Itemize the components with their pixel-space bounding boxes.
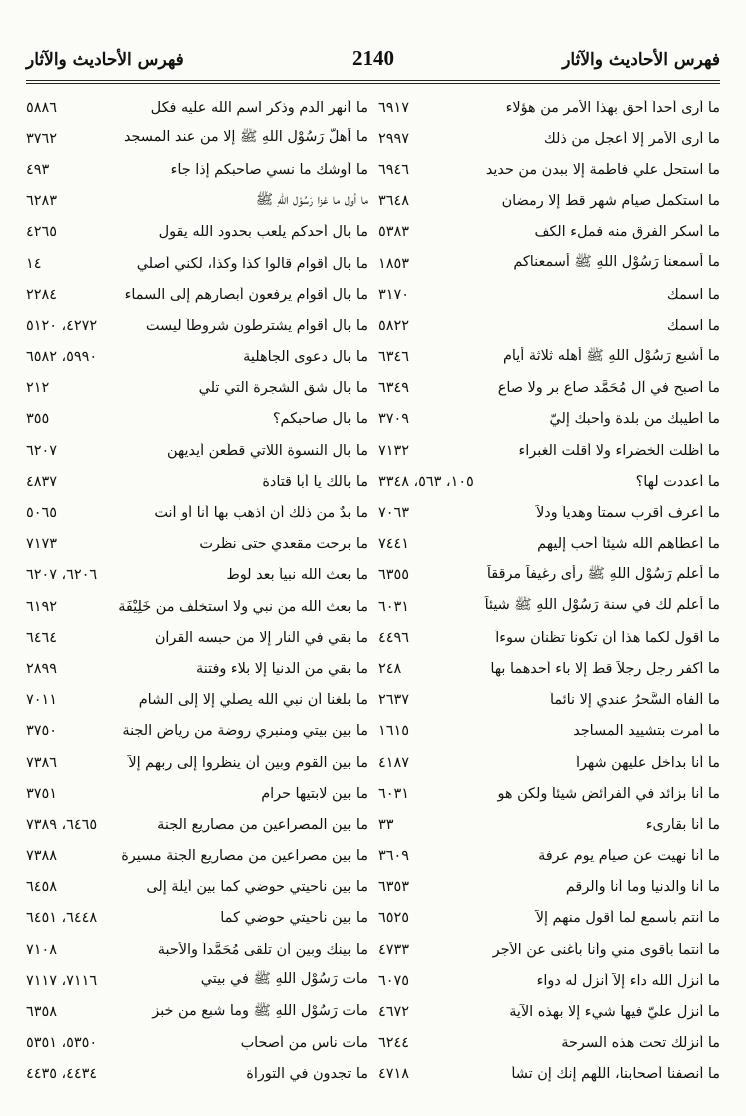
entry-text: ما أمرت بتشييد المساجد [573,723,720,740]
entry-reference-numbers: ٤٩٣ [26,161,50,178]
entry-text: ما بال النسوة اللاتي قطّعن أيديهن [166,442,368,459]
index-entry [378,435,720,466]
entry-text: ما أنزلك تحت هذه السرحة [561,1035,720,1052]
entry-text: ما اسمك [666,286,720,303]
index-entry [378,934,720,965]
entry-reference-numbers: ٤٧١٨ [378,1066,409,1083]
entry-reference-numbers: ٣٧٠٩ [378,411,409,428]
entry-reference-numbers: ٧٠١١ [26,692,57,709]
entry-text: ما بعث الله نبياً بعد لوط [226,567,368,584]
entry-text: ما أعلم لك في سنة رَسُوْل اللهِ ﷺ شيئاً [484,597,720,614]
entry-reference-numbers: ٣٥٥ [26,411,50,428]
entry-text: ما أقول لكما هذا أن تكونا تظنان سوءاً [495,629,720,646]
index-entry [26,747,368,778]
entry-reference-numbers: ٦٠٣١ [378,598,409,615]
entry-reference-numbers: ٦٣٤٩ [378,380,409,397]
index-entry [378,1059,720,1090]
index-entry [26,373,368,404]
index-entry [26,529,368,560]
index-entry [26,123,368,154]
entry-text: ما بال أقوام يرفعون أبصارهم إلى السماء [124,286,368,303]
index-entry [378,529,720,560]
index-entry [378,373,720,404]
entry-reference-numbers: ١٤ [26,255,42,272]
entry-text: ما بين لابتيها حرام [261,785,368,802]
index-entry [26,560,368,591]
entry-reference-numbers: ٧٣٨٦ [26,754,57,771]
entry-reference-numbers: ٧٤٤١ [378,536,409,553]
entry-text: ما أهلّ رَسُوْل اللهِ ﷺ إلا من عند المسجد [123,129,368,146]
entry-text: ما أعرف أقرب سمتاً وهدياً ودلاً [536,505,720,522]
index-entry [26,92,368,123]
entry-text: ما بين ناحيتي حوضي كما بين أيلة إلى [146,879,368,896]
entry-text: ما بين القوم وبين أن ينظروا إلى ربهم إلاّ [128,754,368,771]
entry-reference-numbers: ٢٤٨ [378,660,402,677]
entry-reference-numbers: ٦٤٦٤ [26,629,57,646]
entry-reference-numbers: ٦٥٢٥ [378,910,409,927]
entry-text: ما بين بيتي ومنبري روضة من رياض الجنة [122,723,368,740]
page-header [26,44,720,78]
index-entry [378,1028,720,1059]
index-entry [378,186,720,217]
entry-reference-numbers: ٤٧٣٣ [378,941,409,958]
entry-text: ما استحل علي فاطمة إلا ببدن من حديد [485,161,720,178]
entry-text: ما أرى أحداً أحق بهذا الأمر من هؤلاء [505,99,720,116]
index-entry [378,778,720,809]
entry-reference-numbers: ٦٣٤٦ [378,349,409,366]
index-entry [26,809,368,840]
index-entry [378,154,720,185]
entry-text: ما بال أقوام قالوا كذا وكذا، لكني أصلي [136,255,368,272]
entry-reference-numbers: ٧١٠٨ [26,941,57,958]
entry-text: ما بينك وبين أن تلقى مُحَمَّداً والأحبة [157,941,368,958]
entry-text: مات ناس من أصحاب [240,1035,368,1052]
entry-reference-numbers: ١٦١٥ [378,723,409,740]
entry-reference-numbers: ٦٢٠٦، ٦٢٠٧ [26,567,98,584]
index-entry [378,996,720,1027]
index-entry [378,92,720,123]
entry-reference-numbers: ٦٢٠٧ [26,442,57,459]
index-entry [378,809,720,840]
entry-text: ما اسمك [666,317,720,334]
entry-text: ما أنا نهيت عن صيام يوم عرفة [538,848,720,865]
entry-reference-numbers: ٣١٧٠ [378,286,409,303]
index-entry [378,310,720,341]
entry-text: ما بلغنا أن نبي الله يصلّي إلا إلى الشام [138,692,368,709]
index-entry [378,591,720,622]
entry-text: ما أصبح في آل مُحَمَّد صاع بر ولا صاع [497,380,720,397]
entry-reference-numbers: ٢٦٣٧ [378,692,409,709]
entry-reference-numbers: ٦٣٥٣ [378,879,409,896]
entry-text: ما أول ما غزا رَسُوْل اللهِ ﷺ [255,191,368,208]
running-title-left: فهرس الأحاديث والآثار [26,50,184,70]
index-entry [26,903,368,934]
entry-text: ما بدٌ من ذلك أن اذهب بها أنا أو أنت [154,505,368,522]
index-entry [378,404,720,435]
entry-text: ما أنتما بأقوى مني وأنا بأغنى عن الأجر [492,941,720,958]
index-entry [26,1059,368,1090]
entry-text: ما أوشك ما نسي صاحبكم إذا جاء [170,161,368,178]
entry-reference-numbers: ٦٠٣١ [378,785,409,802]
entry-text: ما أنزل الله داء إلاّ أنزل له دواء [536,972,720,989]
index-entry [378,279,720,310]
index-entry [26,965,368,996]
entry-text: ما أنهر الدم وذكر اسم الله عليه فكل [150,99,368,116]
entry-reference-numbers: ٢٩٩٧ [378,130,409,147]
entry-reference-numbers: ٥٨٢٢ [378,317,409,334]
entry-reference-numbers: ٦٠٧٥ [378,972,409,989]
entry-text: ما بال أحدكم يلعب بحدود الله يقول [158,224,368,241]
page-number: 2140 [352,46,394,70]
entry-reference-numbers: ٦٣٥٨ [26,1004,57,1021]
entry-reference-numbers: ٤٢٧٢، ٥١٢٠ [26,317,98,334]
entry-text: ما أنا بزائد في الفرائض شيئاً ولكن هو [497,785,720,802]
index-entry [378,841,720,872]
entry-text: ما أعطاهم الله شيئاً أحب إليهم [537,536,720,553]
index-entry [378,872,720,903]
entry-text: ما أنزل عليّ فيها شيء إلا بهذه الآية [509,1004,720,1021]
index-entry [378,716,720,747]
index-entry [26,1028,368,1059]
header-double-rule [26,80,720,84]
entry-text: ما استكمل صيام شهر قط إلا رمضان [501,193,720,210]
index-entry [26,435,368,466]
entry-reference-numbers: ٥٨٨٦ [26,99,57,116]
entry-reference-numbers: ٣٣ [378,816,394,833]
entry-reference-numbers: ٥٩٩٠، ٦٥٨٢ [26,349,98,366]
index-entry [26,248,368,279]
index-entry [378,653,720,684]
entry-reference-numbers: ٦٤٤٨، ٦٤٥١ [26,910,98,927]
entry-text: مات رَسُوْل اللهِ ﷺ وما شبع من خبز [152,1002,368,1019]
index-entry [26,279,368,310]
entry-reference-numbers: ٦٤٥٨ [26,879,57,896]
entry-reference-numbers: ٦٩١٧ [378,99,409,116]
entry-reference-numbers: ٣٧٥١ [26,785,57,802]
entry-text: ما أنا بقارىء [645,816,720,833]
entry-text: ما بال أقوام يشترطون شروطاً ليست [145,317,368,334]
index-entry [26,404,368,435]
entry-text: ما أعددت لها؟ [635,473,720,490]
index-entry [378,497,720,528]
entry-text: ما أنتم بأسمع لما أقول منهم إلاّ [535,910,720,927]
entry-reference-numbers: ٦٢٤٤ [378,1035,409,1052]
entry-text: ما بعث الله من نبي ولا استخلف من خَلِيْفَة [118,598,368,615]
index-entry [378,685,720,716]
entry-reference-numbers: ٦٤٦٥، ٧٣٨٩ [26,816,98,833]
index-entry [26,622,368,653]
entry-text: ما أعلم رَسُوْل اللهِ ﷺ رأى رغيفاً مرققاً [486,565,720,582]
entry-reference-numbers: ٢٨٩٩ [26,660,57,677]
entry-reference-numbers: ٦٣٥٥ [378,567,409,584]
entry-text: ما أرى الأمر إلا أعجل من ذلك [543,130,720,147]
entry-reference-numbers: ٤٤٩٦ [378,629,409,646]
index-entry [378,217,720,248]
index-entry [378,342,720,373]
entry-text: ما أسكر الفرق منه فملء الكف [534,224,720,241]
entry-reference-numbers: ٤٤٣٤، ٤٤٣٥ [26,1066,98,1083]
entry-reference-numbers: ٧٠٦٣ [378,505,409,522]
index-entry [26,310,368,341]
entry-text: ما أنا والدنيا وما أنا والرقم [565,879,720,896]
index-entry [26,653,368,684]
entry-reference-numbers: ٧٣٨٨ [26,848,57,865]
entry-reference-numbers: ١٨٥٣ [378,255,409,272]
entry-text: ما أطيبك من بلدة وأحبك إليّ [549,411,720,428]
entry-text: ما بقي في النار إلا من حبسه القرآن [154,629,368,646]
entry-text: ما أنصفنا أصحابنا، اللّهم إنك إن تشأ [511,1066,720,1083]
entry-text: ما بين المصراعين من مصاريع الجنة [157,816,368,833]
entry-text: ما ألفاه السَّحرُ عندي إلا نائماً [549,692,720,709]
entry-text: مات رَسُوْل اللهِ ﷺ في بيتي [200,971,368,988]
entry-reference-numbers: ١٠٥، ٥٦٣، ٣٣٤٨ [378,473,474,490]
index-entry [378,747,720,778]
index-entry [26,154,368,185]
index-entry [378,622,720,653]
index-entry [26,872,368,903]
index-column-left [26,92,368,1090]
index-entry [378,965,720,996]
entry-reference-numbers: ٤١٨٧ [378,754,409,771]
entry-text: ما أشبع رَسُوْل اللهِ ﷺ أهله ثلاثة أيام [503,347,720,364]
index-entry [26,685,368,716]
index-entry [378,560,720,591]
entry-text: ما بقي من الدنيا إلا بلاء وفتنة [196,660,368,677]
entry-reference-numbers: ٥٣٥٠، ٥٣٥١ [26,1035,98,1052]
entry-text: ما أكفر رجل رجلاً قط إلا باء أحدهما بها [490,660,720,677]
index-entry [26,996,368,1027]
index-entry [26,186,368,217]
entry-text: ما بالك يا أبا قتادة [262,473,368,490]
entry-text: ما بال دعوى الجاهلية [243,349,368,366]
entry-text: ما أظلت الخضراء ولا أقلت الغبراء [518,442,720,459]
running-title-right: فهرس الأحاديث والآثار [562,50,720,70]
entry-reference-numbers: ٧١٧٣ [26,536,57,553]
entry-reference-numbers: ٦١٩٢ [26,598,57,615]
entry-text: ما أنا بداخل عليهن شهراً [575,754,720,771]
index-column-right [378,92,720,1090]
index-entry [26,778,368,809]
index-entry [378,123,720,154]
index-entry [378,903,720,934]
entry-reference-numbers: ٤٨٣٧ [26,473,57,490]
index-entry [26,217,368,248]
entry-text: ما بال صاحبكم؟ [272,411,368,428]
entry-text: ما بين مصراعين من مصاريع الجنة مسيرة [121,848,368,865]
index-entry [378,248,720,279]
entry-text: ما برحت مقعدي حتى نظرت [199,536,368,553]
entry-reference-numbers: ٦٢٨٣ [26,193,57,210]
entry-text: ما أسمعنا رَسُوْل اللهِ ﷺ أسمعناكم [513,254,720,271]
entry-text: ما بال شق الشجرة التي تلي [198,380,368,397]
index-entry [378,466,720,497]
entry-text: ما بين ناحيتي حوضي كما [220,910,368,927]
index-entry [26,466,368,497]
index-entry [26,841,368,872]
index-entry [26,716,368,747]
entry-reference-numbers: ٣٦٤٨ [378,193,409,210]
entry-reference-numbers: ٣٧٥٠ [26,723,57,740]
index-entry [26,934,368,965]
entry-reference-numbers: ٣٧٦٢ [26,130,57,147]
index-entry [26,591,368,622]
entry-reference-numbers: ٧١٣٢ [378,442,409,459]
index-entry [26,497,368,528]
entry-reference-numbers: ٤٢٦٥ [26,224,57,241]
index-entry [26,342,368,373]
entry-reference-numbers: ٥٣٨٣ [378,224,409,241]
entry-reference-numbers: ٢١٢ [26,380,50,397]
entry-reference-numbers: ٥٠٦٥ [26,505,57,522]
entry-reference-numbers: ٣٦٠٩ [378,848,409,865]
entry-reference-numbers: ٦٩٤٦ [378,161,409,178]
entry-reference-numbers: ٧١١٦، ٧١١٧ [26,972,98,989]
entry-reference-numbers: ٢٢٨٤ [26,286,57,303]
entry-text: ما تجدون في التوراة [246,1066,368,1083]
entry-reference-numbers: ٤٦٧٢ [378,1004,409,1021]
